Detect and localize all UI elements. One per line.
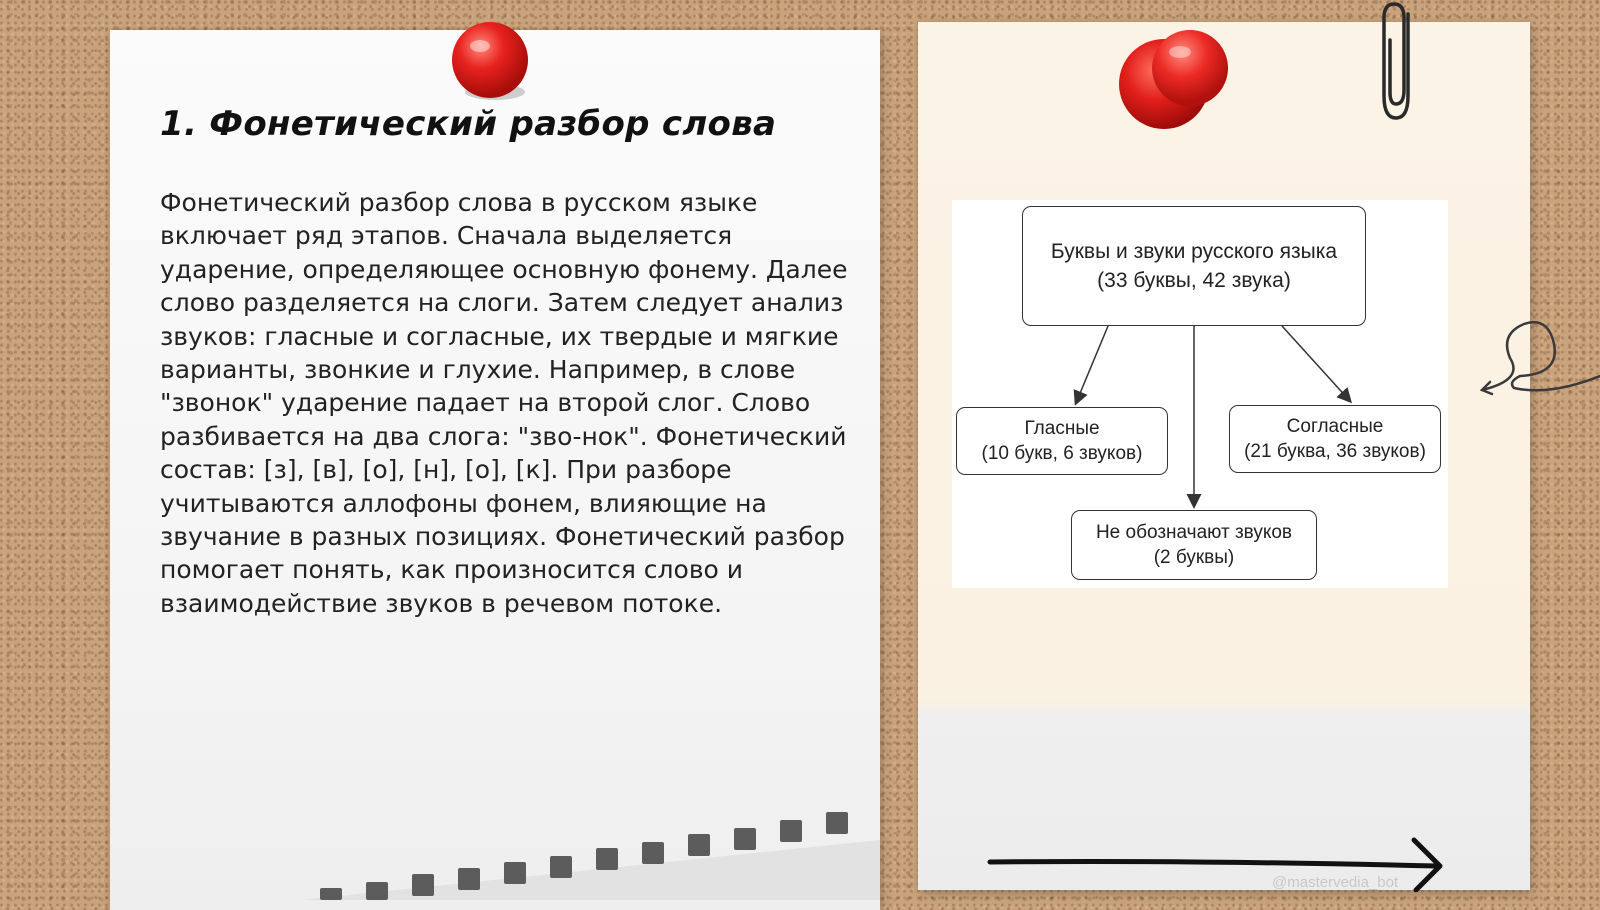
arrow-to-consonants — [1282, 326, 1350, 401]
curly-arrow-icon — [1480, 310, 1600, 410]
letters-sounds-diagram — [952, 200, 1448, 588]
consonants-counts: (21 буква, 36 звуков) — [1244, 441, 1426, 462]
paperclip-icon — [1378, 0, 1418, 126]
silent-label: Не обозначают звуков — [1095, 522, 1293, 543]
vowels-label: Гласные — [1024, 418, 1100, 439]
consonants-label: Согласные — [1286, 416, 1384, 437]
root-counts: (33 буквы, 42 звука) — [1097, 269, 1291, 292]
torn-notebook-edge — [300, 800, 880, 900]
vowels-counts: (10 букв, 6 звуков) — [981, 443, 1143, 464]
page-title: 1. Фонетический разбор слова — [160, 104, 777, 144]
root-label: Буквы и звуки русского языка — [1050, 240, 1338, 263]
silent-counts: (2 буквы) — [1153, 547, 1235, 568]
watermark: @mastervedia_bot — [1272, 874, 1399, 891]
red-pushpin-icon — [450, 20, 536, 106]
phonetic-analysis-paragraph: Фонетический разбор слова в русском языке включает ряд этапов. Сначала выделяется ударение, определяющее основную фонему. Далее слово разделяется на слоги. Затем следует анализ звуков: гласные и согласные, их твердые и мягкие варианты, звонкие и глухие. Например, в слове "звонок" ударение падает на второй слог. Слово разбивается на два слога: "зво-нок". Фонетический состав: [з], [в], [о], [н], [о], [к]. При разборе учитываются аллофоны фонем, влияющие на звучание в разных позициях. Фонетический разбор помогает понять, как произносится слово и взаимодействие звуков в речевом потоке. — [160, 188, 848, 618]
diagram-node-vowels — [956, 407, 1168, 475]
arrow-to-vowels — [1076, 326, 1108, 403]
diagram-node-consonants — [1229, 405, 1441, 473]
diagram-node-silent-letters — [1071, 510, 1317, 580]
red-pushpin-icon — [1118, 28, 1238, 138]
diagram-node-root — [1022, 206, 1366, 326]
